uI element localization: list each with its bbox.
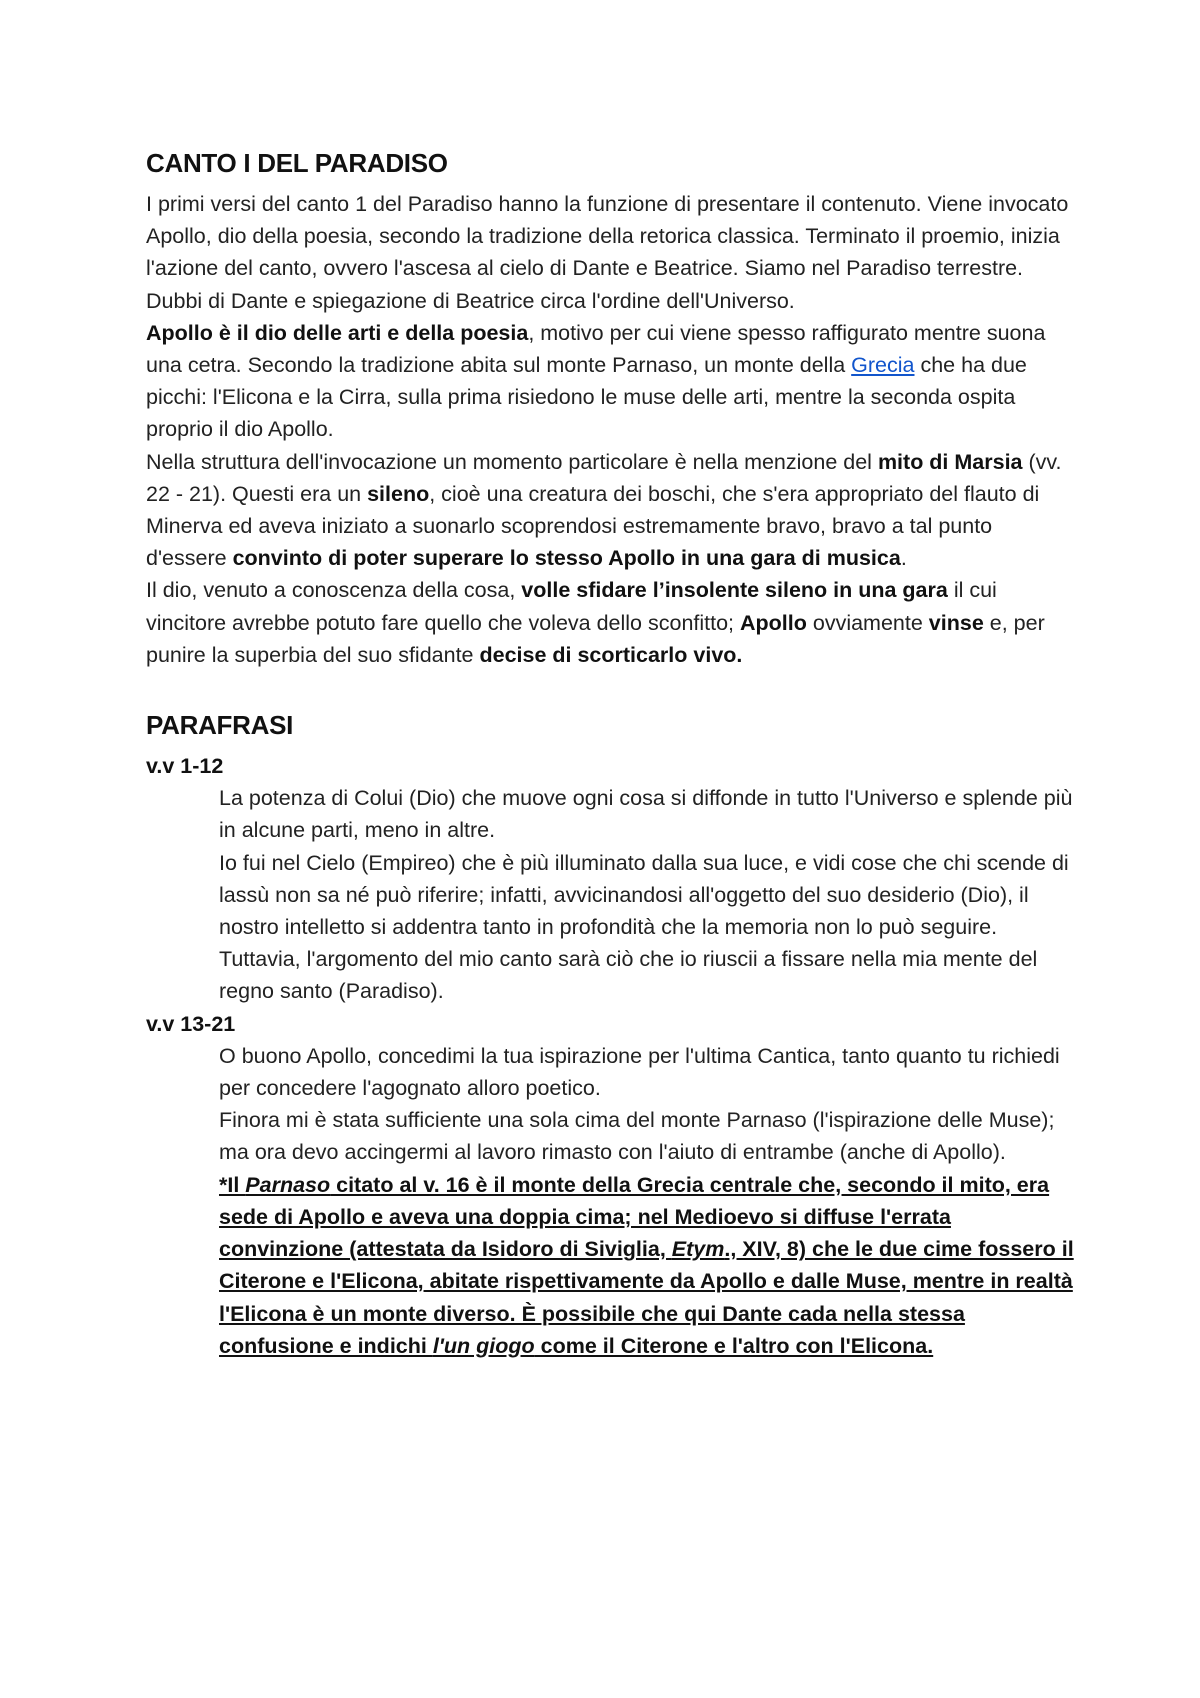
italic-term: Parnaso <box>245 1172 331 1197</box>
text-span: (vv. 22 - 21). Questi era un <box>146 449 1062 506</box>
text-span: come il Citerone e l'altro con l'Elicona. <box>534 1333 934 1358</box>
parnaso-note <box>219 1169 1076 1362</box>
bold-phrase: mito di Marsia <box>877 449 1023 474</box>
verse-group-2 <box>146 1040 1076 1362</box>
apollo-paragraph <box>146 317 1076 446</box>
verse-group-1 <box>146 782 1076 1007</box>
grecia-link[interactable]: Grecia <box>851 353 915 378</box>
text-span: ., XIV, 8) che le due cime fossero il Citerone e l'Elicona, abitate rispettivamente da Apollo e dalle Muse, mentre in realtà l'Elicona è un monte diverso. È possibile che qui Dante cada nella stessa confusione e indichi <box>219 1237 1074 1358</box>
intro-paragraph: I primi versi del canto 1 del Paradiso hanno la funzione di presentare il contenuto. Viene invocato Apollo, dio della poesia, secondo la tradizione della retorica classica. Terminato il proemio, inizia l'azione del canto, ovvero l'ascesa al cielo di Dante e Beatrice. Siamo nel Paradiso terrestre. Dubbi di Dante e spiegazione di Beatrice circa l'ordine dell'Universo. <box>146 192 1069 313</box>
verse-range-label: v.v 13-21 <box>146 1011 236 1036</box>
document-title: CANTO I DEL PARADISO <box>146 148 448 178</box>
text-span: Il dio, venuto a conoscenza della cosa, <box>146 578 522 603</box>
bold-phrase: volle sfidare l’insolente sileno in una gara <box>521 578 948 603</box>
verse-range-label: v.v 1-12 <box>146 754 224 779</box>
text-span: citato al v. 16 è il monte della Grecia centrale che, secondo il mito, era sede di Apollo e aveva una doppia cima; nel Medioevo si diffuse l'errata convinzione (attestata da Isidoro di Siviglia, <box>219 1172 1050 1262</box>
paraphrase-line: Finora mi è stata sufficiente una sola cima del monte Parnaso (l'ispirazione delle Muse); ma ora devo accingermi al lavoro rimasto con l'aiuto di entrambe (anche di Apollo). <box>219 1108 1055 1165</box>
italic-term: l'un giogo <box>432 1333 535 1358</box>
parafrasi-heading: PARAFRASI <box>146 710 294 741</box>
bold-phrase: sileno <box>367 481 430 506</box>
bold-phrase: Apollo <box>740 610 807 635</box>
text-span: *Il <box>219 1172 246 1197</box>
bold-phrase: convinto di poter superare lo stesso Apollo in una gara di musica <box>232 546 901 571</box>
text-span: e, per punire la superbia del suo sfidante <box>146 610 1045 667</box>
apollo-bold-phrase: Apollo è il dio delle arti e della poesia <box>146 320 529 345</box>
text-span: , cioè una creatura dei boschi, che s'era appropriato del flauto di Minerva ed aveva iniziato a suonarlo scoprendosi estremamente bravo, bravo a tal punto d'essere <box>146 481 1040 571</box>
bold-phrase: decise di scorticarlo vivo. <box>479 642 743 667</box>
text-span: , motivo per cui viene spesso raffigurato mentre suona una cetra. Secondo la tradizione abita sul monte Parnaso, un monte della <box>146 320 1046 378</box>
text-span: Nella struttura dell'invocazione un momento particolare è nella menzione del <box>146 449 878 474</box>
text-span: che ha due picchi: l'Elicona e la Cirra, sulla prima risiedono le muse delle arti, mentre la seconda ospita proprio il dio Apollo. <box>146 353 1027 442</box>
paraphrase-line: O buono Apollo, concedimi la tua ispirazione per l'ultima Cantica, tanto quanto tu richiedi per concedere l'agognato alloro poetico. <box>219 1043 1060 1101</box>
italic-term: Etym <box>671 1237 725 1262</box>
marsia-paragraph <box>146 446 1076 575</box>
bold-phrase: vinse <box>928 610 984 635</box>
paraphrase-line: La potenza di Colui (Dio) che muove ogni cosa si diffonde in tutto l'Universo e splende più in alcune parti, meno in altre. <box>219 786 1073 843</box>
document-page <box>146 138 1076 1362</box>
paraphrase-line: Io fui nel Cielo (Empireo) che è più illuminato dalla sua luce, e vidi cose che chi scende di lassù non sa né può riferire; infatti, avvicinandosi all'oggetto del suo desiderio (Dio), il nostro intelletto si addentra tanto in profondità che la memoria non lo può seguire. <box>219 850 1069 940</box>
text-span: ovviamente <box>806 610 929 635</box>
text-span: il cui vincitore avrebbe potuto fare quello che voleva dello sconfitto; <box>146 578 997 635</box>
text-span: . <box>900 546 907 571</box>
sfida-paragraph <box>146 574 1076 671</box>
paraphrase-line: Tuttavia, l'argomento del mio canto sarà ciò che io riuscii a fissare nella mia mente del regno santo (Paradiso). <box>219 947 1038 1004</box>
